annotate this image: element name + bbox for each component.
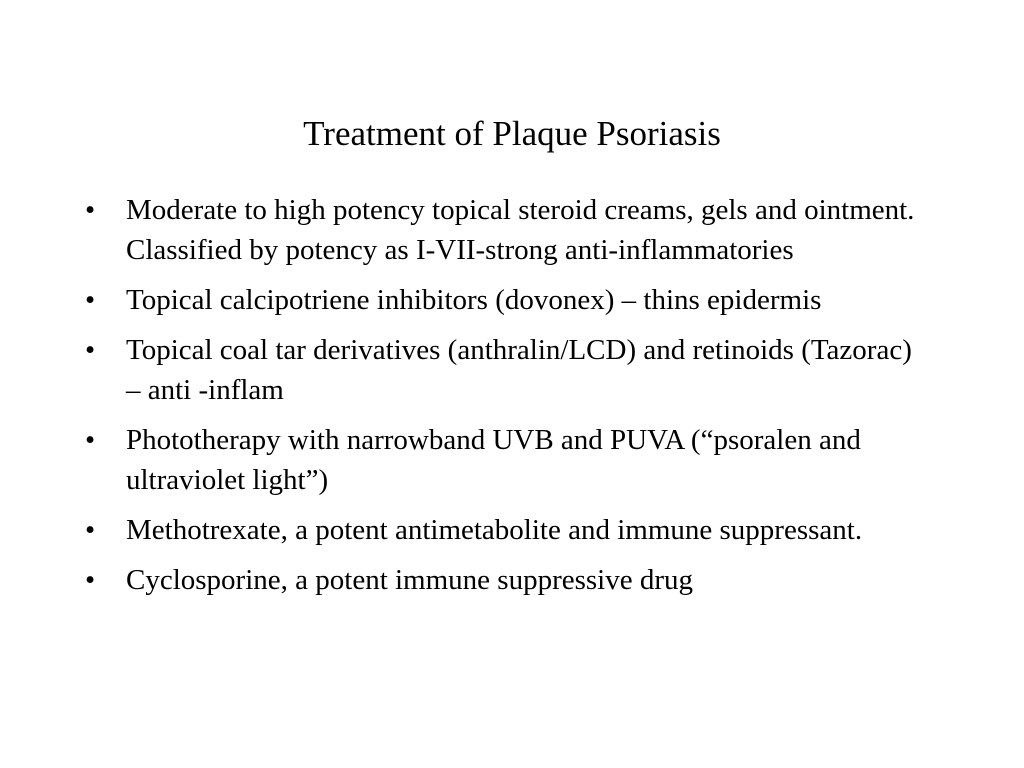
bullet-text: Cyclosporine, a potent immune suppressive drug	[126, 564, 694, 596]
bullet-item	[0, 420, 1024, 500]
bullet-text: Moderate to high potency topical steroid creams, gels and ointment. Classified by potency as I-VII-strong anti-inflammatories	[126, 194, 915, 266]
bullet-text: Phototherapy with narrowband UVB and PUVA (“psoralen and ultraviolet light”)	[126, 424, 861, 496]
bullet-icon: •	[85, 564, 96, 596]
bullet-item	[0, 190, 1024, 270]
bullet-icon: •	[85, 194, 96, 226]
bullet-item	[0, 280, 1024, 320]
bullet-icon: •	[85, 424, 96, 456]
bullet-item	[0, 560, 1024, 600]
bullet-text: Topical coal tar derivatives (anthralin/LCD) and retinoids (Tazorac) – anti -inflam	[126, 334, 912, 406]
bullet-list	[0, 190, 1024, 610]
bullet-icon: •	[85, 514, 96, 546]
slide-title: Treatment of Plaque Psoriasis	[303, 114, 721, 153]
bullet-text: Methotrexate, a potent antimetabolite and immune suppressant.	[126, 514, 863, 546]
bullet-text: Topical calcipotriene inhibitors (dovonex) – thins epidermis	[126, 284, 822, 316]
bullet-item	[0, 510, 1024, 550]
bullet-icon: •	[85, 334, 96, 366]
bullet-item	[0, 330, 1024, 410]
bullet-icon: •	[85, 284, 96, 316]
